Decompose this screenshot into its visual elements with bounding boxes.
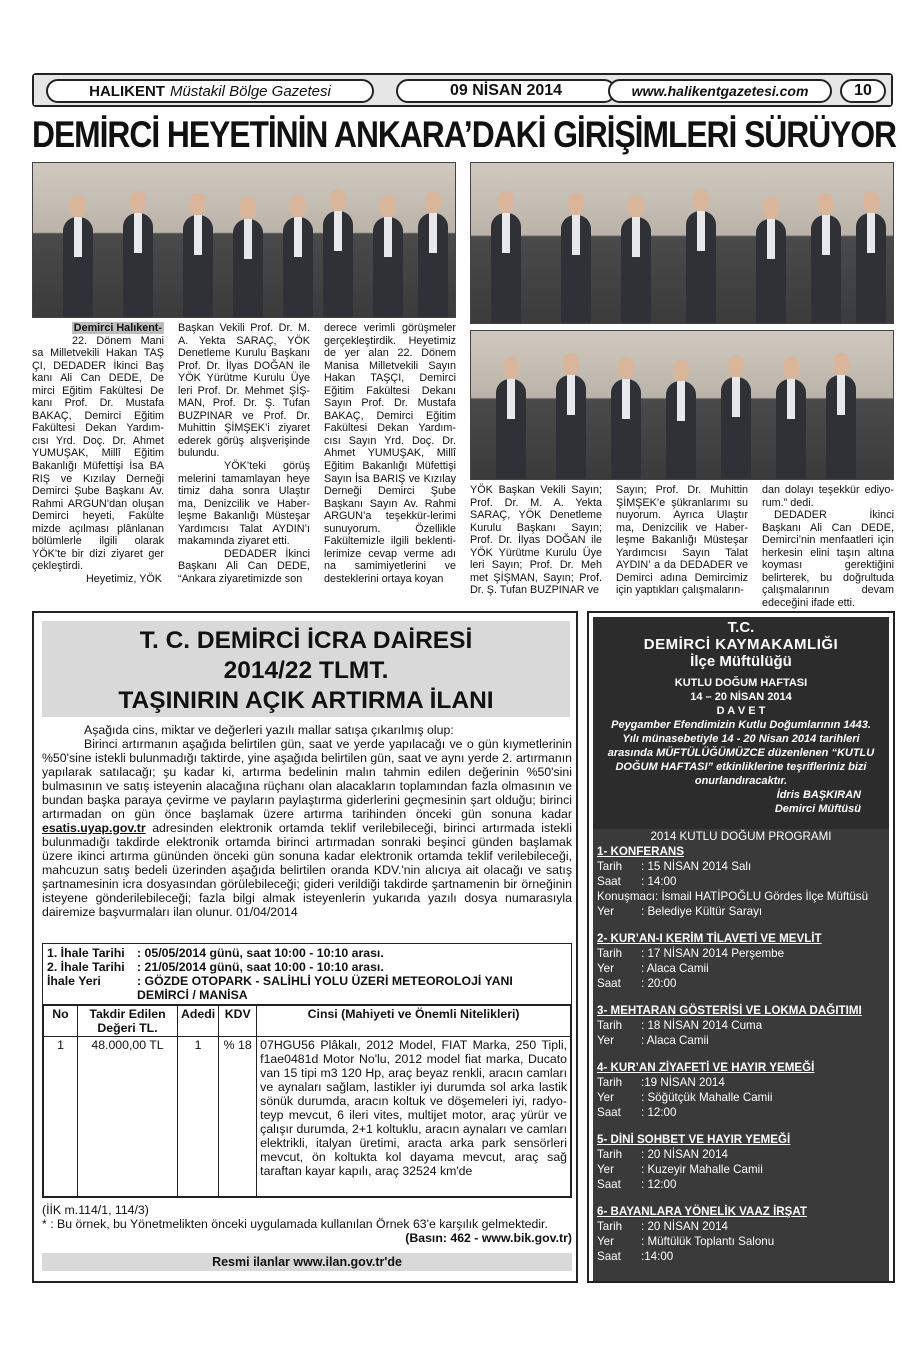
website-link[interactable]: www.halikentgazetesi.com: [608, 79, 832, 103]
program-section-title: 3- MEHTARAN GÖSTERİSİ VE LOKMA DAĞITIMI: [597, 1004, 862, 1017]
article-col-2: [178, 322, 310, 585]
program-row-value: : 14:00: [641, 875, 677, 888]
program-row-label: Saat: [597, 1250, 621, 1263]
delegation-photo-2: [470, 162, 894, 324]
article-text: Sayın; Prof. Dr. Muhittin ŞİMŞEK’e şükranlarımı su nuyorum. Ayrıca Ulaştır ma, Denizcilik ve Haber-leşme Bakanlığı Müsteşar Yardımcısı Sayın Talat AYDIN’ a da DEDADER ve Demirci adına Demircimiz için yaptıkları çalışmaların-: [616, 484, 748, 597]
press-code: (Basın: 462 - www.bik.gov.tr): [405, 1231, 572, 1245]
program-list: [593, 829, 889, 1281]
program-row-value: : Alaca Camii: [641, 962, 709, 975]
auction-notice: [32, 611, 578, 1283]
office-unit: İlçe Müftülüğü: [690, 653, 792, 670]
esatis-link[interactable]: esatis.uyap.gov.tr: [42, 821, 146, 835]
program-row-label: Yer: [597, 1163, 614, 1176]
program-row-value: : Müftülük Toplantı Salonu: [641, 1235, 775, 1248]
article-kicker: Demirci Halıkent-: [73, 322, 162, 334]
event-dates: 14 – 20 NİSAN 2014: [690, 691, 792, 703]
program-row: [597, 1033, 885, 1048]
program-row-label: Yer: [597, 1235, 614, 1248]
program-row: [597, 1219, 885, 1234]
auction-paragraph: Aşağıda cins, miktar ve değerleri yazılı mallar satışa çıkarılmış olup:: [84, 723, 454, 737]
program-row-label: Tarih: [597, 1076, 623, 1089]
invitation-text: Peygamber Efendimizin Kutlu Doğumlarının 1443. Yılı münasebetiyle 14 - 20 Nisan 2014 tarihleri arasında MÜFTÜLÜĞÜMÜZCE düzenlenen “KUTLU DOĞUM HAFTASI” etkinliklerine teşrifleriniz bizi onurlandıracaktır.: [607, 719, 875, 787]
delegation-photo-1: [32, 162, 456, 318]
program-row-label: Tarih: [597, 1148, 623, 1161]
program-row: [597, 1018, 885, 1033]
signatory-title: Demirci Müftüsü: [774, 803, 861, 815]
program-row: [597, 1090, 885, 1105]
program-row: [597, 1177, 885, 1192]
event-name: KUTLU DOĞUM HAFTASI: [674, 677, 808, 689]
auction-footer: [42, 1203, 572, 1245]
program-row: [597, 1075, 885, 1090]
program-section-title: 4- KUR’AN ZİYAFETİ VE HAYIR YEMEĞİ: [597, 1061, 815, 1074]
program-row-value: : Söğütçük Mahalle Camii: [641, 1091, 773, 1104]
program-row-label: Tarih: [597, 860, 623, 873]
program-section-title: 2- KUR’AN-I KERİM TİLAVETİ VE MEVLİT: [597, 932, 822, 945]
page-number: 10: [840, 79, 886, 103]
program-section-title: 1- KONFERANS: [597, 845, 684, 858]
auction-dates: 1. İhale Tarihi : 05/05/2014 günü, saat 10:00 - 10:10 arası. 2. İhale Tarihi : 21/05/2014 günü, saat 10:00 - 10:10 arası. İhale Yeri : GÖZDE OTOPARK - SALİHLİ YOLU ÜZERİ METEOROLOJİ YANI DEMİRCİ / MANİSA: [43, 944, 571, 1005]
program-row-value: : Kuzeyir Mahalle Camii: [641, 1163, 763, 1176]
table-header: No Takdir Edilen Değeri TL. Adedi KDV Cinsi (Mahiyeti ve Önemli Nitelikleri): [44, 1006, 571, 1037]
article-text: YÖK Başkan Vekili Sayın; Prof. Dr. M. A. Yekta SARAÇ, YÖK Denetleme Kurulu Başkanı Sayın; Prof. Dr. İlyas DOĞAN ile YÖK Yürütme Kurulu Üye leri Sayın; Prof. Dr. Meh met ŞİŞMAN, Sayın; Prof. Dr. Ş. Tufan BUZPINAR ve: [470, 484, 602, 597]
office-line: T.C.: [727, 619, 755, 636]
article-col-6: [762, 484, 894, 609]
program-row: [597, 1147, 885, 1162]
auction-title-line: TAŞINIRIN AÇIK ARTIRMA İLANI: [118, 687, 494, 714]
brand-tagline: Müstakil Bölge Gazetesi: [169, 82, 331, 100]
brand-pill: [46, 79, 374, 103]
program-row: [597, 874, 885, 889]
auction-paragraph: Birinci artırmanın aşağıda belirtilen gün, saat ve yerde yapılacağı ve o gün kıymetlerinin %50'sine istekli bulunmadığı taktirde, yine aşağıda belirtilen gün, saat ve aynı yerde 2. artırmanın yapılarak satılacağı; şu kadar ki, artırma bedelinin malın tahmin edilen değerinin %50'sini bulmasının ve satış isteyenin alacağına rüçhanı olan alacakların toplamından fazla olmasının ve bundan başka paraya çevirme ve payların paylaştırma giderlerini geçmesinin şart olduğu; birinci artırmadan on gün önce başlamak üzere artırma tarihinden önceki gün sonuna kadar esatis.uyap.gov.tr adresinden elektronik ortamda teklif verilebileceği, birinci artırmada istekli bulunmadığı takdirde elektronik ortamda birinci artırmadan sonraki beşinci günden başlamak üzere ikinci artırma gününden önceki gün sonuna kadar elektronik ortamda teklif verilebileceği, mahcuzun satış bedeli üzerinden aşağıda belirtilen oranda KDV.'nin alıcıya ait olacağı ve satış şartnamesinin icra dosyasından görülebileceği; gideri verildiği takdirde şartnamenin bir örneğinin isteyene gönderilebileceği; fazla bilgi almak isteyenlerin yukarıda yazılı dosya numarasıyla dairemize başvurmaları ilan olunur. 01/04/2014: [42, 737, 572, 919]
program-row-label: Yer: [597, 1091, 614, 1104]
invitation-box: [593, 617, 889, 829]
program-row-value: : 20 NİSAN 2014: [641, 1220, 729, 1233]
program-row-value: : 20:00: [641, 977, 677, 990]
program-row: [597, 904, 885, 919]
program-section-title: 6- BAYANLARA YÖNELİK VAAZ İRŞAT: [597, 1205, 807, 1218]
program-row: [597, 1234, 885, 1249]
program-row-value: : 15 NİSAN 2014 Salı: [641, 860, 752, 873]
program-row: [597, 1249, 885, 1264]
article-text: DEDADER İkinci Başkanı Ali Can DEDE, Demirci’nin menfaatleri için herkesin elini taşın altına koyması gerektiğini belirterek, bu doğrultuda çalışmalarının devam edeceğini ifade etti.: [762, 509, 894, 609]
auction-table: [42, 943, 572, 1198]
office-name: DEMİRCİ KAYMAKAMLIĞI: [643, 636, 839, 653]
program-row: [597, 976, 885, 991]
signatory-name: İdris BAŞKIRAN: [776, 789, 861, 801]
program-row-label: Tarih: [597, 947, 623, 960]
table-row: 1 48.000,00 TL 1 % 18 07HGU56 Plâkalı, 2012 Model, FIAT Marka, 250 Tipli, f1ae0481d Motor No'lu, 2012 model fiat marka, Ducato van 15 tipi m3 120 Hp, araç beyaz renkli, aracın camları ve aynaları sağlam, lastikler iyi durumda sol arka lastik sönük durumda, aracın koltuk ve döşemeleri iyi, radyo-teyp mevcut, 6 ileri vites, multijet motor, araç yürür ve çalışır durumda, 2+1 koltuklu, aracın aynaları ve camları elektrikli, italyan üretimi, aracta arka park sensörleri mevcut, ön koltukta kol dayama mevcut, araç sağ taraftan kayar kapılı, araç 32524 km'de: [44, 1037, 571, 1197]
program-row-label: Tarih: [597, 1019, 623, 1032]
issue-date: 09 NİSAN 2014: [396, 79, 616, 103]
program-row-label: Yer: [597, 962, 614, 975]
article-text: 22. Dönem Mani sa Milletvekili Hakan TAŞ ÇI, DEDADER İkinci Baş kanı Ali Can DEDE, De mirci Eğitim Fakültesi De kanı Prof. Dr. Mustafa BAKAÇ, Demirci Eğitim Fakültesi Dekan Yardım-cısı Yrd. Doç. Dr. Ahmet YUMUŞAK, Millî Eğitim Bakanlığı Müfettişi İsa BA RIŞ ve Kızılay Derneği Demirci Şube Başkanı Av. Rahmi ARGUN’dan oluşan Demirci heyeti, Fakülte mizde açılması plânlanan bölümlerle ilgili olarak YÖK’te bir dizi ziyaret ger çekleştirdi.: [32, 334, 164, 573]
program-row: [597, 859, 885, 874]
article-col-5: [616, 484, 748, 597]
program-row-value: : 12:00: [641, 1106, 677, 1119]
masthead: [32, 73, 893, 107]
legal-reference: (İİK m.114/1, 114/3): [42, 1203, 149, 1217]
auction-body: [42, 723, 572, 919]
page-headline: DEMİRCİ HEYETİNİN ANKARA’DAKİ GİRİŞİMLERİ SÜRÜYOR: [32, 114, 897, 155]
article-text: Başkan Vekili Prof. Dr. M. A. Yekta SARAÇ, YÖK Denetleme Kurulu Başkanı Prof. Dr. İlyas DOĞAN ile YÖK Yürütme Kurulu Üye leri Prof. Dr. Mehmet ŞİŞ-MAN, Prof. Dr. Ş. Tufan BUZPINAR ve Prof. Dr. Muhittin ŞİMŞEK’i ziyaret ederek görüş alışverişinde bulundu.: [178, 322, 310, 460]
program-row-label: Saat: [597, 1178, 621, 1191]
official-ads-banner: Resmi ilanlar www.ilan.gov.tr'de: [42, 1253, 572, 1271]
program-row: [597, 1162, 885, 1177]
program-row: [597, 889, 885, 904]
invitation-label: D A V E T: [716, 705, 766, 717]
program-row-label: Saat: [597, 875, 621, 888]
program-section-title: 5- DİNİ SOHBET VE HAYIR YEMEĞİ: [597, 1133, 791, 1146]
item-table: [43, 1005, 571, 1197]
mufti-announcement: [587, 611, 895, 1283]
article-text: YÖK’teki görüş melerini tamamlayan heye timiz daha sonra Ulaştır ma, Denizcilik ve Haber-leşme Bakanlığı Müsteşar Yardımcısı Talat AYDIN’ı makamında ziyaret etti.: [178, 460, 310, 548]
delegation-photo-3: [470, 330, 894, 480]
article-col-1: [32, 322, 164, 585]
program-row: [597, 961, 885, 976]
auction-title-line: 2014/22 TLMT.: [223, 657, 389, 684]
program-row-value: : 12:00: [641, 1178, 677, 1191]
program-row-label: Yer: [597, 905, 614, 918]
article-text: Heyetimiz, YÖK: [86, 572, 162, 585]
program-row-value: :19 NİSAN 2014: [641, 1076, 725, 1089]
program-row-value: : 17 NİSAN 2014 Perşembe: [641, 947, 785, 960]
program-row-value: : Belediye Kültür Sarayı: [641, 905, 763, 918]
program-row-value: :14:00: [641, 1250, 674, 1263]
article-text: derece verimli görüşmeler gerçekleştirdik. Heyetimiz de yer alan 22. Dönem Manisa Milletvekili Sayın Hakan TAŞÇI, Demirci Eğitim Fakültesi Dekanı Sayın Prof. Dr. Mustafa BAKAÇ, Demirci Eğitim Fakültesi Dekan Yardım-cısı Sayın Yrd. Doç. Dr. Ahmet YUMUŞAK, Millî Eğitim Bakanlığı Müfettişi Sayın İsa BARIŞ ve Kızılay Derneği Demirci Şube Başkanı Sayın Av. Rahmi ARGUN’a teşekkür-lerimi sunuyorum. Özellikle Fakültemizle ilgili beklenti-lerimize cevap verme adı na samimiyetlerini ve desteklerini ortaya koyan: [324, 322, 456, 585]
program-row-value: Konuşmacı: İsmail HATİPOĞLU Gördes İlçe Müftüsü: [597, 890, 869, 903]
article-col-4: [470, 484, 602, 597]
auction-title: [42, 621, 570, 717]
article-text: DEDADER İkinci Başkanı Ali Can DEDE, “Ankara ziyaretimizde son: [178, 547, 310, 585]
footnote: * : Bu örnek, bu Yönetmelikten önceki uygulamada kullanılan Örnek 63'e karşılık gelmektedir.: [42, 1217, 548, 1231]
article-col-3: [324, 322, 456, 585]
brand-name: HALIKENT: [89, 82, 165, 100]
program-row-label: Yer: [597, 1034, 614, 1047]
program-row: [597, 1105, 885, 1120]
program-row-value: : 20 NİSAN 2014: [641, 1148, 729, 1161]
program-row-label: Saat: [597, 1106, 621, 1119]
program-row-label: Saat: [597, 977, 621, 990]
program-row-label: Tarih: [597, 1220, 623, 1233]
auction-title-line: T. C. DEMİRCİ İCRA DAİRESİ: [139, 627, 473, 654]
program-row-value: : Alaca Camii: [641, 1034, 709, 1047]
article-text: dan dolayı teşekkür ediyo-rum.” dedi.: [762, 484, 894, 509]
program-row-value: : 18 NİSAN 2014 Cuma: [641, 1019, 763, 1032]
program-row: [597, 946, 885, 961]
program-title: 2014 KUTLU DOĞUM PROGRAMI: [650, 830, 832, 843]
